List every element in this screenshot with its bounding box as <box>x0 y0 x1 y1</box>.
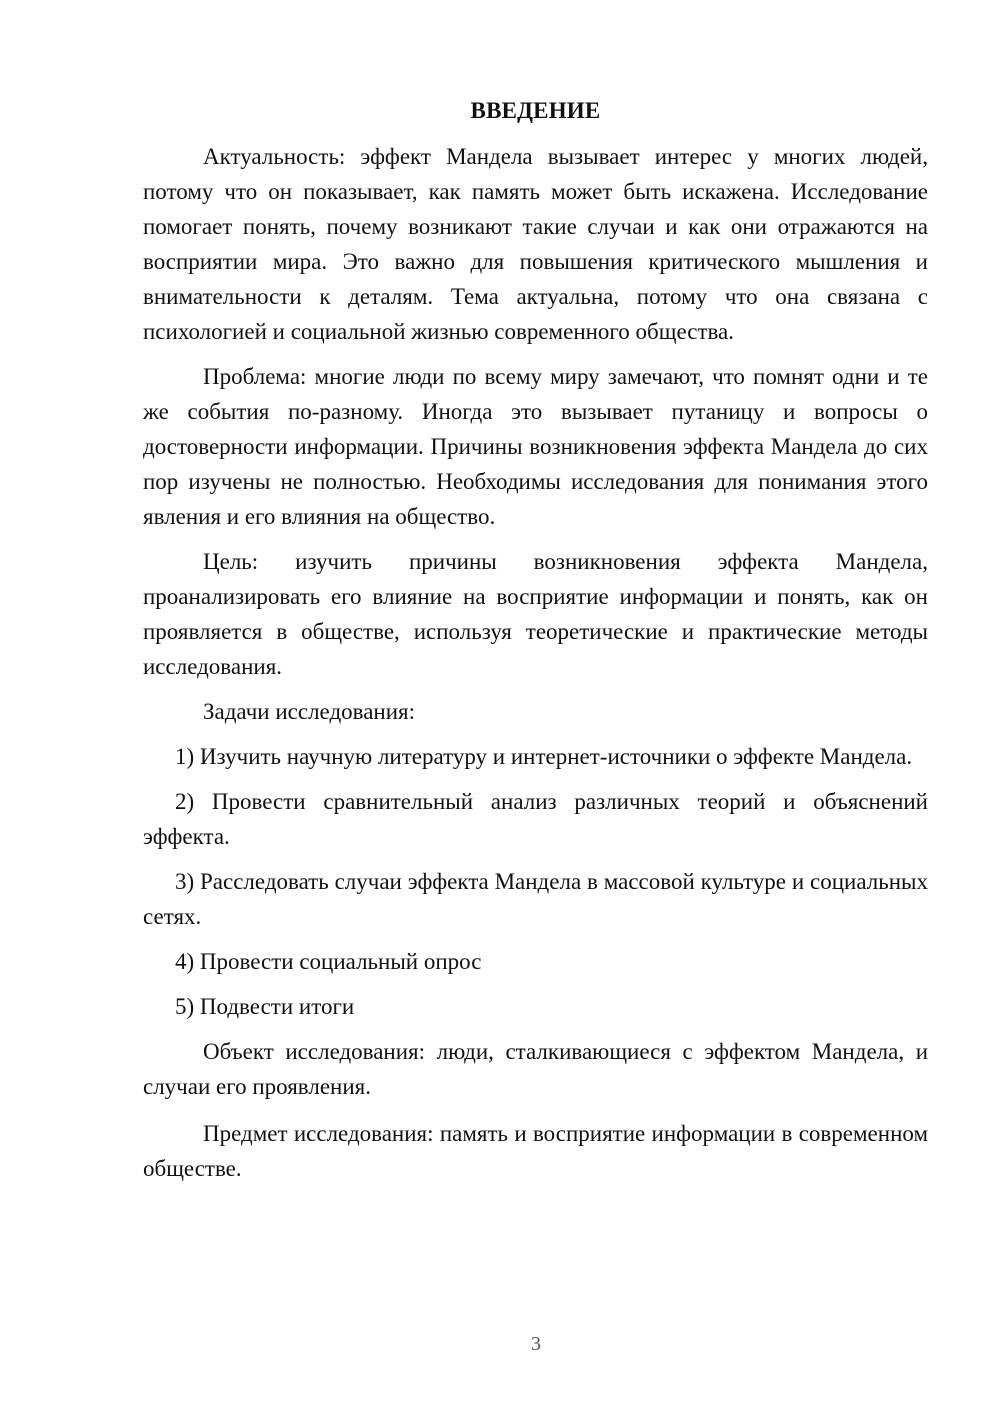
subject-paragraph: Предмет исследования: память и восприятие информации в современном обществе. <box>143 1121 928 1181</box>
goal-paragraph: Цель: изучить причины возникновения эффекта Мандела, проанализировать его влияние на восприятие информации и понять, как он проявляется в обществе, используя теоретические и практические методы исследования. <box>143 549 928 679</box>
tasks-heading: Задачи исследования: <box>203 699 416 724</box>
task-item-2: 2) Провести сравнительный анализ различных теорий и объяснений эффекта. <box>143 789 928 849</box>
task-item-4: 4) Провести социальный опрос <box>175 949 482 974</box>
section-title: ВВЕДЕНИЕ <box>470 98 601 123</box>
relevance-paragraph: Актуальность: эффект Мандела вызывает интерес у многих людей, потому что он показывает, как память может быть искажена. Исследование помогает понять, почему возникают такие случаи и как они отражаются на восприятии мира. Это важно для повышения критического мышления и внимательности к деталям. Тема актуальна, потому что она связана с психологией и социальной жизнью современного общества. <box>143 144 928 344</box>
page-number: 3 <box>531 1333 541 1355</box>
object-paragraph: Объект исследования: люди, сталкивающиеся с эффектом Мандела, и случаи его проявления. <box>143 1039 928 1099</box>
document-body <box>143 96 928 1186</box>
problem-paragraph: Проблема: многие люди по всему миру замечают, что помнят одни и те же события по-разному. Иногда это вызывает путаницу и вопросы о достоверности информации. Причины возникновения эффекта Мандела до сих пор изучены не полностью. Необходимы исследования для понимания этого явления и его влияния на общество. <box>143 364 928 529</box>
task-item-5: 5) Подвести итоги <box>175 994 355 1019</box>
task-item-1: 1) Изучить научную литературу и интернет-источники о эффекте Мандела. <box>175 744 913 769</box>
task-item-3: 3) Расследовать случаи эффекта Мандела в массовой культуре и социальных сетях. <box>143 869 928 929</box>
